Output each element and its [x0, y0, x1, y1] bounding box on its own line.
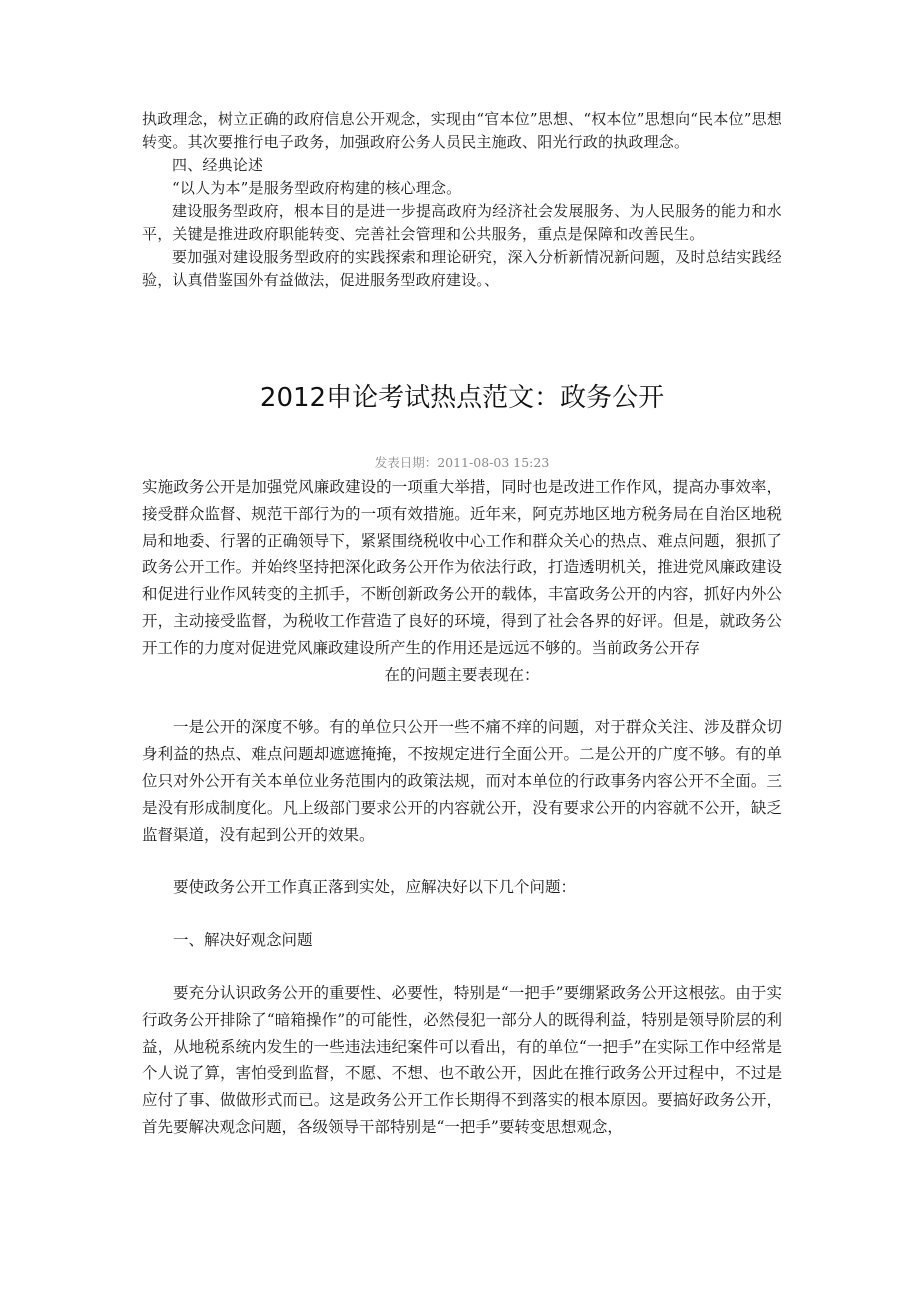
spacer — [142, 954, 782, 980]
paragraph: “以人为本”是服务型政府构建的核心理念。 — [172, 179, 462, 197]
top-section — [142, 108, 782, 292]
section-heading: 一、解决好观念问题 — [173, 931, 313, 950]
spacer — [142, 901, 782, 927]
problems-paragraph: 一是公开的深度不够。有的单位只公开一些不痛不痒的问题，对于群众关注、涉及群众切身利益的热点、难点问题却遮遮掩掩，不按规定进行全面公开。二是公开的广度不够。有的单位只对外公开有关本单位业务范围内的政策法规，而对本单位的行政事务内容公开不全面。三是没有形成制度化。凡上级部门要求公开的内容就公开，没有要求公开的内容就不公开，缺乏监督渠道，没有起到公开的效果。 — [142, 718, 782, 844]
concept-paragraph: 要充分认识政务公开的重要性、必要性，特别是“一把手”要绷紧政务公开这根弦。由于实行政务公开排除了“暗箱操作”的可能性，必然侵犯一部分人的既得利益，特别是领导阶层的利益，从地税系统内发生的一些违法违纪案件可以看出，有的单位“一把手”在实际工作中经常是个人说了算，害怕受到监督，不愿、不想、也不敢公开，因此在推行政务公开过程中，不过是应付了事、做做形式而已。这是政务公开工作长期得不到落实的根本原因。要搞好政务公开，首先要解决观念问题，各级领导干部特别是“一把手”要转变思想观念， — [142, 983, 782, 1136]
publish-date: 发表日期：2011-08-03 15:23 — [374, 455, 550, 470]
spacer — [142, 848, 782, 874]
intro-tail: 在的问题主要表现在： — [384, 665, 540, 684]
section-heading: 四、经典论述 — [172, 156, 264, 174]
paragraph: 建设服务型政府，根本目的是进一步提高政府为经济社会发展服务、为人民服务的能力和水平，关键是推进政府职能转变、完善社会管理和公共服务，重点是保障和改善民生。 — [142, 202, 782, 243]
article-title: 2012申论考试热点范文：政务公开 — [259, 383, 665, 413]
paragraph: 执政理念，树立正确的政府信息公开观念，实现由“官本位”思想、“权本位”思想向“民本位”思想转变。其次要推行电子政务，加强政府公务人员民主施政、阳光行政的执政理念。 — [142, 110, 783, 151]
spacer — [142, 688, 782, 714]
solve-paragraph: 要使政务公开工作真正落到实处，应解决好以下几个问题： — [173, 878, 577, 897]
paragraph: 要加强对建设服务型政府的实践探索和理论研究，深入分析新情况新问题，及时总结实践经验，认真借鉴国外有益做法，促进服务型政府建设。、 — [142, 248, 782, 289]
intro-paragraph: 实施政务公开是加强党风廉政建设的一项重大举措，同时也是改进工作作风，提高办事效率，接受群众监督、规范干部行为的一项有效措施。近年来，阿克苏地区地方税务局在自治区地税局和地委、行署的正确领导下，紧紧围绕税收中心工作和群众关心的热点、难点问题，狠抓了政务公开工作。并始终坚持把深化政务公开作为依法行政，打造透明机关，推进党风廉政建设和促进行业作风转变的主抓手，不断创新政务公开的载体，丰富政务公开的内容，抓好内外公开，主动接受监督，为税收工作营造了良好的环境，得到了社会各界的好评。但是，就政务公开工作的力度对促进党风廉政建设所产生的作用还是远远不够的。当前政务公开存 — [142, 478, 782, 657]
article-body — [142, 474, 782, 1141]
